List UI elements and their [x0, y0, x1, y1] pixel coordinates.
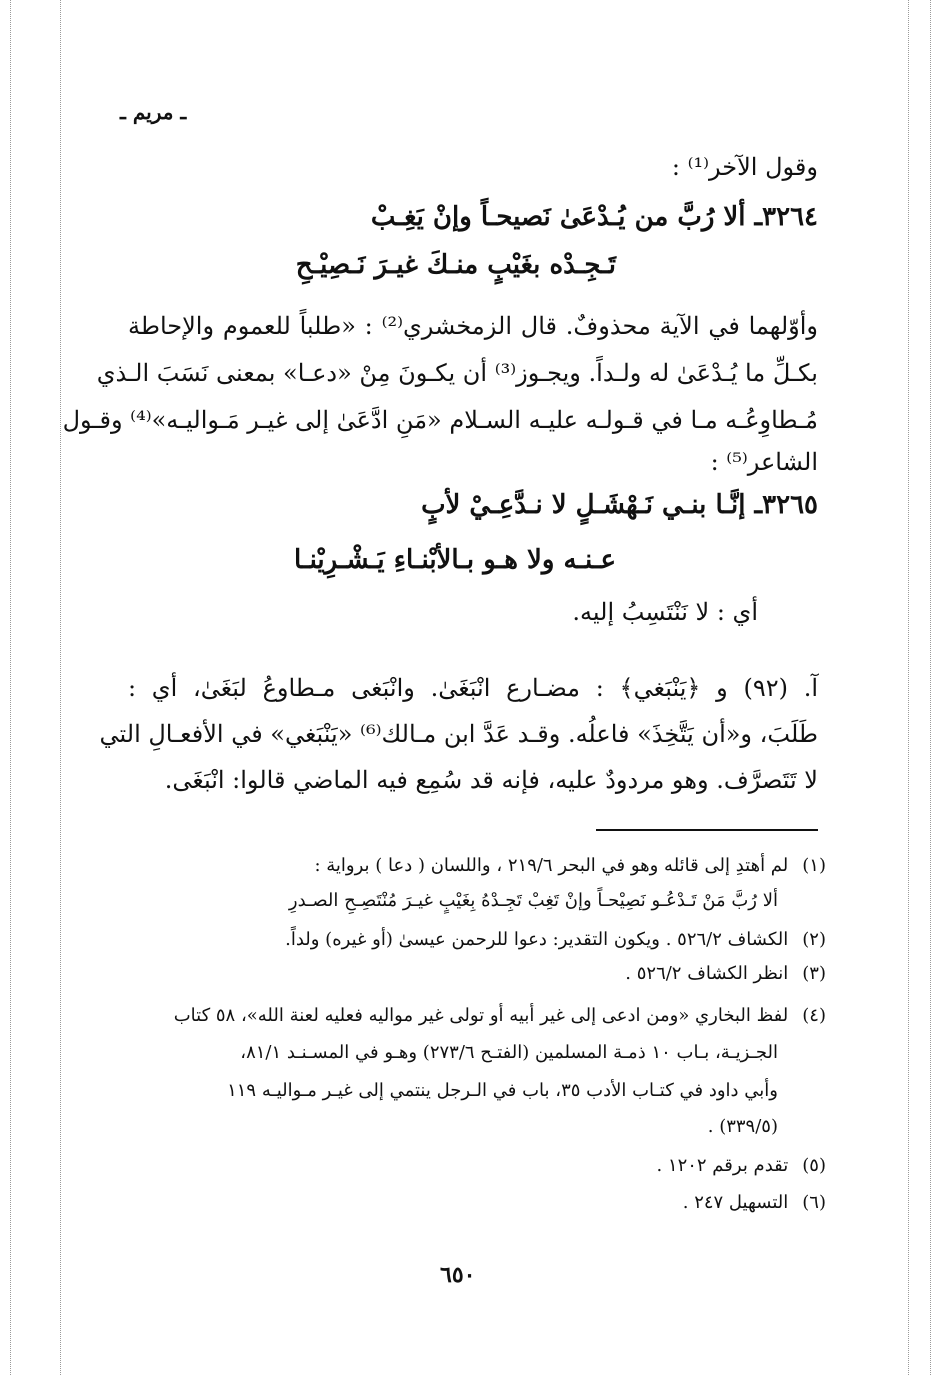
- verse-line: ٣٢٦٥ـ إنَّـا بنـي نَـهْشَـلٍ لا نـدَّعِـيْ لأبٍ: [421, 490, 818, 520]
- footnote-text: انظر الكشاف ٥٢٦/٢ .: [625, 963, 789, 984]
- footnote-4: [174, 1005, 826, 1026]
- footnote-1: [314, 855, 826, 876]
- footnote-4-cont: [708, 1116, 778, 1137]
- footnote-4-cont: [240, 1042, 778, 1063]
- page-number: ٦٥٠: [440, 1262, 476, 1288]
- footnote-number: (٦): [802, 1192, 826, 1213]
- footnote-number: (١): [802, 855, 826, 876]
- text-line: الشاعر⁽⁵⁾ :: [710, 448, 818, 476]
- text-line: آ. (٩٢) و ﴿يَنْبَغي﴾ : مضـارع انْبَغَىٰ. وانْبَغى مـطاوعُ لبَغَىٰ، أي :: [128, 674, 818, 702]
- footnote-verse: [289, 890, 778, 911]
- scan-edge-right: [930, 0, 931, 1375]
- footnote-3: [625, 963, 826, 984]
- text-line: مُـطاوِعُـه مـا في قـولـه عليـه السـلام «مَنِ ادَّعَىٰ إلى غيـر مَـواليـه»⁽⁴⁾ وقـول: [62, 406, 818, 434]
- verse-line: تَـجِـدْه بغَيْبٍ منـكَ غيـرَ نَـصِيْـحِ: [295, 250, 616, 280]
- text-line: وقول الآخر⁽¹⁾ :: [671, 153, 818, 181]
- footnote-6: [683, 1192, 826, 1213]
- footnote-text: (٣٣٩/٥) .: [707, 1116, 778, 1137]
- footnote-text: التسهيل ٢٤٧ .: [682, 1192, 789, 1213]
- scan-edge-left: [10, 0, 11, 1375]
- footnote-5: [656, 1155, 826, 1176]
- verse-line: عـنـه ولا هـو بـالأبْنـاءِ يَـشْـرِيْنـا: [294, 545, 616, 575]
- scan-edge-left-inner: [60, 0, 61, 1375]
- footnote-text: تقدم برقم ١٢٠٢ .: [656, 1155, 789, 1176]
- footnote-number: (٣): [802, 963, 826, 984]
- footnote-text: الكشاف ٥٢٦/٢ . ويكون التقدير: دعوا للرحمن عيسىٰ (أو غيره) ولداً.: [285, 929, 789, 950]
- footnote-4-cont: [227, 1080, 778, 1101]
- footnote-text: وأبي داود في كتـاب الأدب ٣٥، باب في الـرجل ينتمي إلى غيـر مـواليـه ١١٩: [227, 1080, 778, 1101]
- footnote-separator: [596, 829, 818, 831]
- text-line: بكـلِّ ما يُـدْعَىٰ له ولـداً. ويجـوز⁽³⁾ أن يكـونَ مِنْ «دعـا» بمعنى نَسَبَ الـذي: [96, 359, 818, 387]
- text-line: وأوّلهما في الآية محذوفٌ. قال الزمخشري⁽²⁾ : «طلباً للعموم والإحاطة: [128, 312, 819, 340]
- footnote-2: [285, 929, 826, 950]
- footnote-number: (٤): [802, 1005, 826, 1026]
- footnote-text: لم أهتدِ إلى قائله وهو في البحر ٢١٩/٦ ، واللسان ( دعا ) برواية :: [314, 855, 789, 876]
- footnote-text: الجـزيـة، بـاب ١٠ ذمـة المسلمين (الفتـح ٢٧٣/٦) وهـو في المسـنـد ٨١/١،: [240, 1042, 778, 1063]
- text-line: طَلَبَ، و«أن يَتَّخِذَ» فاعلُه. وقـد عَدَّ ابن مـالك⁽⁶⁾ «يَنْبَغي» في الأفعـالِ التي: [99, 720, 818, 748]
- text-line: لا تَتَصرَّف. وهو مردودٌ عليه، فإنه قد سُمِع فيه الماضي قالوا: انْبَغَى.: [164, 766, 818, 794]
- verse-line: ٣٢٦٤ـ ألا رُبَّ من يُـدْعَىٰ نَصيحـاً وإنْ يَغِـبْ: [370, 202, 818, 232]
- scan-edge-right-inner: [908, 0, 909, 1375]
- footnote-number: (٥): [802, 1155, 826, 1176]
- text-line: أي : لا نَنْتَسِبُ إليه.: [572, 598, 758, 626]
- footnote-text: ألا رُبَّ مَنْ تَـدْعُـو نَصِيْحـاً وإنْ تَغِبْ تَجِـدْهُ بِغَيْبٍ غيـرَ مُنْتَصِـحِ الصـدرِ: [288, 890, 778, 911]
- footnote-text: لفظ البخاري «ومن ادعى إلى غير أبيه أو تولى غير مواليه فعليه لعنة الله»، ٥٨ كتاب: [173, 1005, 789, 1026]
- footnote-number: (٢): [802, 929, 826, 950]
- surah-header: ـ مريم ـ: [120, 100, 187, 124]
